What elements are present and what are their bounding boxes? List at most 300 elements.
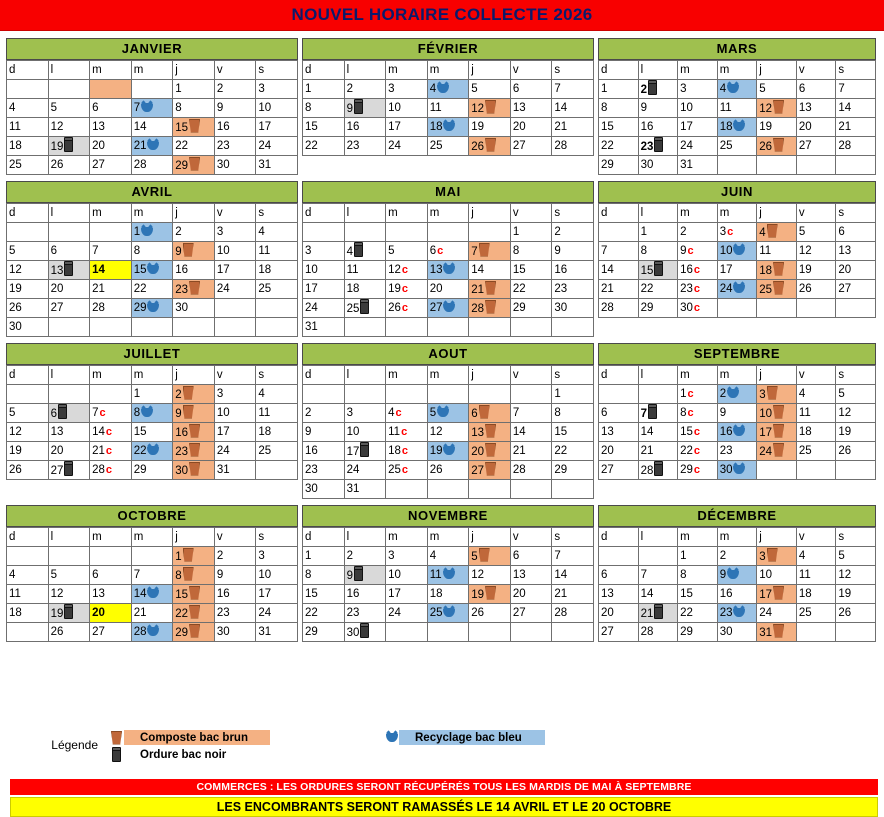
compost-bin-icon xyxy=(773,405,784,419)
day-cell xyxy=(214,80,256,99)
day-cell xyxy=(717,99,757,118)
day-number: 20 xyxy=(50,283,64,295)
weekday-header: l xyxy=(48,61,90,80)
empty-cell xyxy=(717,299,757,318)
month-title: FÉVRIER xyxy=(302,38,594,60)
weekday-header: v xyxy=(796,61,836,80)
day-number: 12 xyxy=(471,569,485,581)
week-row xyxy=(599,604,876,623)
garbage-bin-icon xyxy=(360,443,369,457)
week-row xyxy=(303,242,594,261)
day-cell xyxy=(552,80,594,99)
day-number: 7 xyxy=(92,245,99,257)
day-number: 9 xyxy=(216,569,224,581)
legend-key-ordure xyxy=(108,747,383,762)
day-number: 17 xyxy=(305,283,318,295)
day-cell xyxy=(131,442,173,461)
empty-cell xyxy=(469,623,511,642)
day-cell xyxy=(48,261,90,280)
day-cell xyxy=(48,118,90,137)
day-cell xyxy=(599,623,639,642)
compost-bin-icon xyxy=(108,731,124,745)
day-number: 19 xyxy=(50,607,64,620)
compost-bin-icon xyxy=(183,567,194,581)
day-cell xyxy=(638,156,678,175)
day-number: 20 xyxy=(92,607,105,619)
day-cell xyxy=(256,80,298,99)
day-number: 1 xyxy=(512,226,520,238)
day-cell xyxy=(256,404,298,423)
day-cell xyxy=(427,585,469,604)
day-cell xyxy=(757,404,797,423)
day-number: 21 xyxy=(601,283,614,295)
day-cell xyxy=(717,623,757,642)
day-cell xyxy=(638,280,678,299)
day-cell xyxy=(510,80,552,99)
weekday-header: l xyxy=(638,528,678,547)
weekday-header: v xyxy=(510,366,552,385)
week-row xyxy=(599,280,876,299)
day-cell xyxy=(638,261,678,280)
week-row xyxy=(303,480,594,499)
day-number: 12 xyxy=(429,426,443,438)
empty-cell xyxy=(7,623,49,642)
weekday-header: m xyxy=(427,204,469,223)
day-number: 22 xyxy=(512,283,526,295)
empty-cell xyxy=(256,461,298,480)
weekday-header-row xyxy=(303,528,594,547)
day-number: 11 xyxy=(9,588,21,600)
day-number: 18 xyxy=(429,588,443,600)
day-number: 26 xyxy=(50,626,64,638)
day-cell xyxy=(48,404,90,423)
day-number: 27 xyxy=(50,302,64,314)
day-cell xyxy=(552,566,594,585)
day-number: 4 xyxy=(719,83,727,95)
day-number: 25 xyxy=(798,607,812,619)
day-number: 13 xyxy=(429,264,443,276)
day-cell xyxy=(678,385,718,404)
day-cell xyxy=(214,118,256,137)
day-number: 27 xyxy=(601,626,614,638)
day-number: 30 xyxy=(346,626,360,639)
week-row xyxy=(7,299,298,318)
day-number: 17 xyxy=(719,264,733,276)
week-row xyxy=(599,585,876,604)
week-row xyxy=(599,442,876,461)
day-cell xyxy=(214,156,256,175)
day-cell xyxy=(344,137,386,156)
day-cell xyxy=(386,118,428,137)
day-number: 13 xyxy=(838,245,852,257)
day-cell xyxy=(90,566,132,585)
day-cell xyxy=(90,442,132,461)
empty-cell xyxy=(48,318,90,337)
day-number: 15 xyxy=(175,121,189,134)
week-row xyxy=(7,566,298,585)
day-cell xyxy=(599,80,639,99)
compost-bin-icon xyxy=(773,424,784,438)
compost-bin-icon xyxy=(485,281,496,295)
recycle-bin-icon xyxy=(733,246,745,255)
day-cell xyxy=(131,566,173,585)
empty-cell xyxy=(90,547,132,566)
day-number: 6 xyxy=(429,245,437,257)
day-cell xyxy=(90,118,132,137)
day-number: 6 xyxy=(838,226,845,238)
weekday-header: l xyxy=(48,204,90,223)
weekday-header: s xyxy=(256,528,298,547)
weekday-header: m xyxy=(386,528,428,547)
day-number: 19 xyxy=(50,140,64,153)
day-cell xyxy=(717,137,757,156)
day-number: 3 xyxy=(216,388,224,400)
day-cell xyxy=(552,223,594,242)
week-row xyxy=(7,80,298,99)
day-number: 5 xyxy=(50,569,57,581)
month-table xyxy=(6,60,298,175)
day-number: 16 xyxy=(640,121,654,133)
week-row xyxy=(303,223,594,242)
day-cell xyxy=(796,404,836,423)
day-number: 12 xyxy=(838,569,852,581)
empty-cell xyxy=(256,318,298,337)
day-cell xyxy=(7,423,49,442)
day-number: 16 xyxy=(346,588,360,600)
day-cell xyxy=(599,99,639,118)
day-cell xyxy=(344,585,386,604)
day-number: 4 xyxy=(798,388,806,400)
day-cell xyxy=(344,118,386,137)
day-cell xyxy=(796,261,836,280)
day-number: 31 xyxy=(346,483,360,495)
recycle-bin-icon xyxy=(147,589,159,598)
day-cell xyxy=(256,137,298,156)
recycle-bin-icon xyxy=(443,303,455,312)
commerce-marker: c xyxy=(693,464,701,476)
day-cell xyxy=(214,566,256,585)
garbage-bin-icon xyxy=(64,262,73,276)
day-number: 22 xyxy=(175,607,189,620)
day-cell xyxy=(796,223,836,242)
day-number: 21 xyxy=(133,607,147,619)
week-row xyxy=(7,242,298,261)
compost-bin-icon xyxy=(189,119,200,133)
week-row xyxy=(599,261,876,280)
day-number: 23 xyxy=(346,140,360,152)
compost-bin-icon xyxy=(773,138,784,152)
day-cell xyxy=(344,280,386,299)
weekday-header: d xyxy=(7,61,49,80)
compost-bin-icon xyxy=(189,157,200,171)
recycle-bin-icon xyxy=(733,427,745,436)
day-number: 17 xyxy=(346,445,360,458)
compost-bin-icon xyxy=(485,300,496,314)
day-number: 24 xyxy=(258,140,272,152)
commerce-marker: c xyxy=(395,407,402,419)
day-number: 8 xyxy=(680,569,687,581)
day-number: 2 xyxy=(305,407,312,419)
day-cell xyxy=(678,461,718,480)
day-cell xyxy=(836,566,876,585)
day-cell xyxy=(552,299,594,318)
garbage-bin-icon xyxy=(354,100,363,114)
day-number: 31 xyxy=(258,159,272,171)
weekday-header: l xyxy=(344,528,386,547)
day-cell xyxy=(386,404,428,423)
day-cell xyxy=(386,423,428,442)
day-number: 13 xyxy=(601,588,614,600)
day-number: 18 xyxy=(798,588,812,600)
day-number: 5 xyxy=(50,102,57,114)
day-cell xyxy=(638,566,678,585)
day-cell xyxy=(303,280,345,299)
week-row xyxy=(7,118,298,137)
day-cell xyxy=(386,566,428,585)
day-cell xyxy=(303,242,345,261)
day-cell xyxy=(173,99,215,118)
day-number: 29 xyxy=(133,302,147,314)
empty-cell xyxy=(303,223,345,242)
day-number: 30 xyxy=(216,626,230,638)
compost-bin-icon xyxy=(479,405,490,419)
weekday-header: l xyxy=(344,61,386,80)
day-number: 14 xyxy=(133,588,147,600)
day-number: 2 xyxy=(554,226,561,238)
day-number: 3 xyxy=(680,83,687,95)
day-cell xyxy=(173,404,215,423)
day-cell xyxy=(836,242,876,261)
day-cell xyxy=(552,404,594,423)
day-cell xyxy=(256,280,298,299)
day-number: 1 xyxy=(640,226,647,238)
day-number: 29 xyxy=(512,302,526,314)
day-number: 14 xyxy=(554,569,568,581)
day-number: 15 xyxy=(305,588,318,600)
day-number: 25 xyxy=(759,283,773,296)
day-number: 25 xyxy=(719,140,733,152)
day-number: 18 xyxy=(798,426,812,438)
day-number: 9 xyxy=(640,102,647,114)
empty-cell xyxy=(48,223,90,242)
day-cell xyxy=(757,623,797,642)
day-cell xyxy=(599,118,639,137)
compost-bin-icon xyxy=(189,605,200,619)
day-cell xyxy=(303,423,345,442)
day-number: 14 xyxy=(554,102,568,114)
weekday-header: j xyxy=(469,204,511,223)
day-cell xyxy=(552,585,594,604)
day-cell xyxy=(757,585,797,604)
compost-bin-icon xyxy=(773,262,784,276)
day-number: 6 xyxy=(50,245,57,257)
day-cell xyxy=(90,623,132,642)
day-cell xyxy=(7,566,49,585)
commerces-notice: COMMERCES : LES ORDURES SERONT RÉCUPÉRÉS TOUS LES MARDIS DE MAI À SEPTEMBRE xyxy=(10,779,878,795)
weekday-header: m xyxy=(717,366,757,385)
day-number: 9 xyxy=(680,245,687,257)
weekday-header: v xyxy=(214,528,256,547)
day-number: 26 xyxy=(9,302,22,314)
day-number: 9 xyxy=(175,407,182,420)
day-cell xyxy=(48,623,90,642)
empty-cell xyxy=(131,80,173,99)
day-number: 2 xyxy=(719,388,727,400)
day-cell xyxy=(173,137,215,156)
day-cell xyxy=(303,604,345,623)
weekday-header: v xyxy=(214,61,256,80)
compost-bin-icon xyxy=(773,281,784,295)
day-cell xyxy=(386,242,428,261)
day-number: 30 xyxy=(305,483,318,495)
day-cell xyxy=(469,242,511,261)
calendar-grid xyxy=(6,38,878,642)
legend-right xyxy=(383,730,878,747)
day-cell xyxy=(469,604,511,623)
day-number: 17 xyxy=(258,121,272,133)
day-number: 15 xyxy=(680,426,693,438)
compost-bin-icon xyxy=(183,405,194,419)
day-cell xyxy=(469,118,511,137)
day-number: 10 xyxy=(388,569,401,581)
day-cell xyxy=(510,223,552,242)
day-cell xyxy=(717,442,757,461)
weekday-header: d xyxy=(599,528,639,547)
empty-cell xyxy=(427,385,469,404)
day-number: 25 xyxy=(388,464,401,476)
day-number: 7 xyxy=(554,83,561,95)
day-number: 20 xyxy=(798,121,812,133)
day-number: 19 xyxy=(9,445,22,457)
day-number: 23 xyxy=(719,445,733,457)
day-number: 27 xyxy=(92,159,105,171)
day-cell xyxy=(757,423,797,442)
week-row xyxy=(303,461,594,480)
week-row xyxy=(7,261,298,280)
day-cell xyxy=(131,137,173,156)
day-cell xyxy=(757,547,797,566)
day-number: 11 xyxy=(719,102,732,114)
day-cell xyxy=(796,423,836,442)
weekday-header: j xyxy=(757,528,797,547)
week-row xyxy=(599,242,876,261)
day-cell xyxy=(214,280,256,299)
day-number: 25 xyxy=(346,302,360,315)
day-cell xyxy=(256,442,298,461)
day-number: 3 xyxy=(759,388,766,401)
day-number: 12 xyxy=(388,264,401,276)
day-cell xyxy=(427,404,469,423)
day-cell xyxy=(303,318,345,337)
day-number: 5 xyxy=(9,245,16,257)
empty-cell xyxy=(48,547,90,566)
day-cell xyxy=(386,604,428,623)
empty-cell xyxy=(344,385,386,404)
day-number: 9 xyxy=(554,245,561,257)
empty-cell xyxy=(510,623,552,642)
empty-cell xyxy=(796,299,836,318)
day-number: 6 xyxy=(92,102,99,114)
week-row xyxy=(303,385,594,404)
day-cell xyxy=(214,623,256,642)
day-cell xyxy=(173,280,215,299)
day-cell xyxy=(469,99,511,118)
day-cell xyxy=(757,261,797,280)
day-number: 17 xyxy=(388,121,401,133)
day-number: 19 xyxy=(798,264,812,276)
day-cell xyxy=(7,99,49,118)
compost-bin-icon xyxy=(485,443,496,457)
day-cell xyxy=(214,99,256,118)
weekday-header: l xyxy=(344,366,386,385)
day-number: 11 xyxy=(429,102,442,114)
day-cell xyxy=(344,99,386,118)
garbage-bin-icon xyxy=(64,605,73,619)
day-cell xyxy=(344,604,386,623)
day-cell xyxy=(48,585,90,604)
day-cell xyxy=(678,80,718,99)
day-number: 20 xyxy=(92,140,105,152)
day-cell xyxy=(638,242,678,261)
day-cell xyxy=(796,566,836,585)
day-cell xyxy=(599,423,639,442)
empty-cell xyxy=(344,223,386,242)
day-number: 6 xyxy=(512,550,520,562)
month-title: OCTOBRE xyxy=(6,505,298,527)
day-number: 9 xyxy=(719,407,727,419)
day-cell xyxy=(131,423,173,442)
week-row xyxy=(303,99,594,118)
recycle-bin-icon xyxy=(147,627,159,636)
day-number: 11 xyxy=(429,569,442,581)
day-cell xyxy=(599,566,639,585)
day-number: 28 xyxy=(471,302,485,315)
day-number: 5 xyxy=(9,407,16,419)
week-row xyxy=(7,604,298,623)
day-number: 7 xyxy=(601,245,608,257)
day-number: 10 xyxy=(258,569,272,581)
day-number: 16 xyxy=(175,426,189,439)
week-row xyxy=(303,299,594,318)
empty-cell xyxy=(469,223,511,242)
garbage-bin-icon xyxy=(654,605,663,619)
weekday-header-row xyxy=(599,204,876,223)
day-cell xyxy=(131,223,173,242)
day-number: 29 xyxy=(554,464,568,476)
day-cell xyxy=(48,137,90,156)
day-cell xyxy=(344,404,386,423)
day-number: 25 xyxy=(9,159,22,171)
day-cell xyxy=(796,280,836,299)
day-number: 11 xyxy=(9,121,21,133)
day-cell xyxy=(469,585,511,604)
day-number: 18 xyxy=(719,121,733,133)
empty-cell xyxy=(796,623,836,642)
week-row xyxy=(7,385,298,404)
day-cell xyxy=(344,299,386,318)
compost-bin-icon xyxy=(479,243,490,257)
weekday-header: m xyxy=(386,204,428,223)
day-cell xyxy=(638,99,678,118)
day-number: 5 xyxy=(471,550,478,563)
day-cell xyxy=(386,442,428,461)
day-cell xyxy=(638,118,678,137)
encombrants-notice: LES ENCOMBRANTS SERONT RAMASSÉS LE 14 AVRIL ET LE 20 OCTOBRE xyxy=(10,797,878,817)
commerce-marker: c xyxy=(687,245,694,257)
day-number: 31 xyxy=(216,464,230,476)
garbage-bin-icon xyxy=(648,405,657,419)
day-number: 8 xyxy=(175,569,182,582)
